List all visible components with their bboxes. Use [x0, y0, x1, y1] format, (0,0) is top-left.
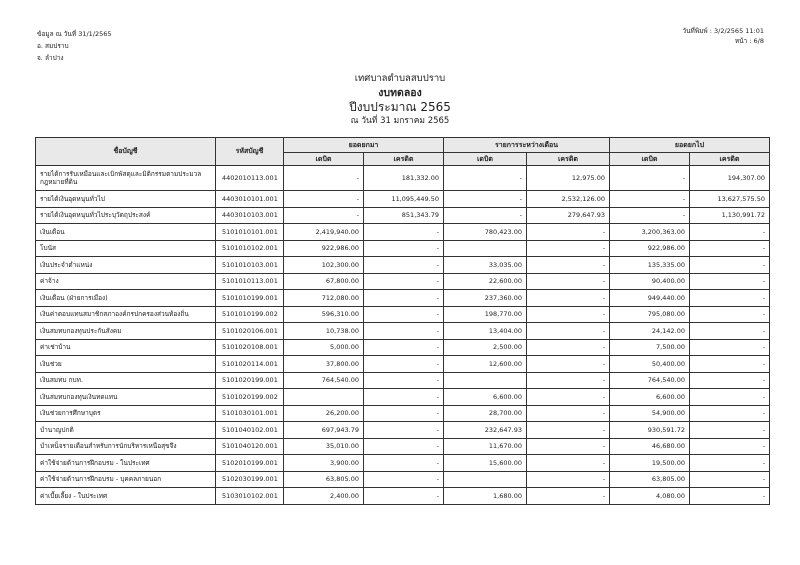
table-row — [36, 290, 770, 307]
month-credit-cell: - — [527, 323, 610, 340]
account-code-cell: 4403010101.001 — [216, 191, 284, 208]
month-credit-cell: - — [527, 257, 610, 274]
carry-debit-cell: 135,335.00 — [610, 257, 690, 274]
carry-debit-cell: - — [610, 166, 690, 191]
table-row — [36, 372, 770, 389]
col-carry-credit: เครดิต — [690, 153, 770, 166]
carry-credit-cell: - — [690, 257, 770, 274]
col-month-debit: เดบิต — [444, 153, 527, 166]
forward-debit-cell — [284, 389, 364, 406]
account-code-cell: 5101040120.001 — [216, 438, 284, 455]
table-row — [36, 224, 770, 241]
table-row — [36, 438, 770, 455]
account-name-cell: ค่าจ้าง — [36, 273, 216, 290]
forward-credit-cell: - — [364, 455, 444, 472]
account-name-cell: เงินประจำตำแหน่ง — [36, 257, 216, 274]
month-credit-cell: - — [527, 471, 610, 488]
account-name-cell: ค่าเช่าบ้าน — [36, 339, 216, 356]
forward-debit-cell: 26,200.00 — [284, 405, 364, 422]
col-forward-credit: เครดิต — [364, 153, 444, 166]
carry-credit-cell: 13,627,575.50 — [690, 191, 770, 208]
carry-debit-cell: 764,540.00 — [610, 372, 690, 389]
col-group-forward: ยอดยกมา — [284, 138, 444, 153]
carry-debit-cell: 54,900.00 — [610, 405, 690, 422]
table-row — [36, 191, 770, 208]
report-meta-right — [682, 26, 764, 46]
month-debit-cell: 2,500.00 — [444, 339, 527, 356]
table-body — [36, 166, 770, 505]
account-code-cell: 4402010113.001 — [216, 166, 284, 191]
carry-debit-cell: 50,400.00 — [610, 356, 690, 373]
carry-credit-cell: - — [690, 389, 770, 406]
account-code-cell: 5101020114.001 — [216, 356, 284, 373]
account-name-cell: บำเหน็จรายเดือนสำหรับการนักบริหารเหนือสุขจึง — [36, 438, 216, 455]
carry-debit-cell: 63,805.00 — [610, 471, 690, 488]
account-name-cell: เงินช่วย — [36, 356, 216, 373]
month-credit-cell: - — [527, 405, 610, 422]
account-name-cell: ค่าเบี้ยเลี้ยง - ในประเทศ — [36, 488, 216, 505]
carry-credit-cell: - — [690, 290, 770, 307]
month-credit-cell: - — [527, 438, 610, 455]
carry-debit-cell: 24,142.00 — [610, 323, 690, 340]
month-credit-cell: - — [527, 372, 610, 389]
account-name-cell: รายได้เงินอุดหนุนทั่วไป — [36, 191, 216, 208]
forward-credit-cell: 181,332.00 — [364, 166, 444, 191]
table-row — [36, 471, 770, 488]
carry-debit-cell: 922,986.00 — [610, 240, 690, 257]
month-debit-cell: - — [444, 207, 527, 224]
account-code-cell: 5103010102.001 — [216, 488, 284, 505]
forward-credit-cell: - — [364, 240, 444, 257]
month-credit-cell: - — [527, 422, 610, 439]
carry-debit-cell: 19,500.00 — [610, 455, 690, 472]
col-month-credit: เครดิต — [527, 153, 610, 166]
month-credit-cell: - — [527, 290, 610, 307]
carry-credit-cell: - — [690, 438, 770, 455]
report-meta-left — [37, 28, 112, 64]
forward-debit-cell: 697,943.79 — [284, 422, 364, 439]
month-debit-cell: 22,600.00 — [444, 273, 527, 290]
forward-debit-cell: 922,986.00 — [284, 240, 364, 257]
table-row — [36, 405, 770, 422]
report-title: งบทดลอง — [378, 87, 422, 99]
as-of-date: ณ วันที่ 31 มกราคม 2565 — [350, 116, 450, 126]
account-code-cell: 5101010199.001 — [216, 290, 284, 307]
month-credit-cell: - — [527, 488, 610, 505]
account-name-cell: เงินค่าตอบแทนสมาชิกสภาองค์กรปกครองส่วนท้องถิ่น — [36, 306, 216, 323]
account-code-cell: 4403010103.001 — [216, 207, 284, 224]
month-debit-cell: 780,423.00 — [444, 224, 527, 241]
month-debit-cell: 237,360.00 — [444, 290, 527, 307]
carry-credit-cell: - — [690, 372, 770, 389]
forward-credit-cell: - — [364, 471, 444, 488]
forward-debit-cell: 10,738.00 — [284, 323, 364, 340]
province: จ. ลำปาง — [37, 54, 64, 62]
carry-credit-cell: - — [690, 422, 770, 439]
account-name-cell: เงินสมทบกองทุนประกันสังคม — [36, 323, 216, 340]
account-name-cell: เงินเดือน — [36, 224, 216, 241]
forward-debit-cell: 5,000.00 — [284, 339, 364, 356]
data-as-of: ข้อมูล ณ วันที่ 31/1/2565 — [37, 30, 112, 38]
month-credit-cell: - — [527, 306, 610, 323]
col-carry-debit: เดบิต — [610, 153, 690, 166]
carry-debit-cell: 46,680.00 — [610, 438, 690, 455]
carry-debit-cell: - — [610, 207, 690, 224]
account-code-cell: 5101020106.001 — [216, 323, 284, 340]
month-debit-cell: 12,600.00 — [444, 356, 527, 373]
carry-debit-cell: 3,200,363.00 — [610, 224, 690, 241]
account-name-cell: ค่าใช้จ่ายด้านการฝึกอบรม - ในประเทศ — [36, 455, 216, 472]
account-code-cell: 5101020199.001 — [216, 372, 284, 389]
month-debit-cell: 15,600.00 — [444, 455, 527, 472]
carry-credit-cell: - — [690, 224, 770, 241]
forward-debit-cell: 67,800.00 — [284, 273, 364, 290]
month-credit-cell: 279,647.93 — [527, 207, 610, 224]
account-code-cell: 5102010199.001 — [216, 455, 284, 472]
carry-credit-cell: 1,130,991.72 — [690, 207, 770, 224]
carry-debit-cell: 949,440.00 — [610, 290, 690, 307]
fiscal-year: ปีงบประมาณ 2565 — [349, 100, 451, 114]
organization-name: เทศบาลตำบลสบปราบ — [354, 73, 446, 84]
month-credit-cell: - — [527, 240, 610, 257]
month-debit-cell: 28,700.00 — [444, 405, 527, 422]
forward-credit-cell: - — [364, 356, 444, 373]
district: อ. สมปราบ — [37, 42, 69, 50]
month-credit-cell: - — [527, 273, 610, 290]
carry-credit-cell: - — [690, 405, 770, 422]
forward-debit-cell: 712,080.00 — [284, 290, 364, 307]
month-debit-cell — [444, 471, 527, 488]
month-debit-cell: 13,404.00 — [444, 323, 527, 340]
month-credit-cell: - — [527, 339, 610, 356]
forward-credit-cell: - — [364, 290, 444, 307]
forward-credit-cell: - — [364, 323, 444, 340]
forward-credit-cell: - — [364, 306, 444, 323]
account-name-cell: รายได้เงินอุดหนุนทั่วไประบุวัตถุประสงค์ — [36, 207, 216, 224]
table-row — [36, 389, 770, 406]
account-code-cell: 5101010199.002 — [216, 306, 284, 323]
carry-credit-cell: - — [690, 356, 770, 373]
account-code-cell: 5101010113.001 — [216, 273, 284, 290]
account-code-cell: 5101010101.001 — [216, 224, 284, 241]
account-code-cell: 5101010103.001 — [216, 257, 284, 274]
forward-debit-cell: 596,310.00 — [284, 306, 364, 323]
forward-debit-cell: - — [284, 207, 364, 224]
month-debit-cell: - — [444, 191, 527, 208]
table-row — [36, 356, 770, 373]
table-row — [36, 306, 770, 323]
forward-credit-cell: - — [364, 224, 444, 241]
account-name-cell: เงินช่วยการศึกษาบุตร — [36, 405, 216, 422]
print-date: วันที่พิมพ์ : 3/2/2565 11:01 — [682, 27, 764, 35]
carry-debit-cell: 4,080.00 — [610, 488, 690, 505]
account-code-cell: 5101020199.002 — [216, 389, 284, 406]
col-group-carry: ยอดยกไป — [610, 138, 770, 153]
table-row — [36, 422, 770, 439]
forward-credit-cell: 851,343.79 — [364, 207, 444, 224]
carry-debit-cell: 7,500.00 — [610, 339, 690, 356]
table-row — [36, 339, 770, 356]
header-row-groups — [36, 138, 770, 153]
table-row — [36, 257, 770, 274]
table-row — [36, 488, 770, 505]
forward-debit-cell: - — [284, 166, 364, 191]
month-credit-cell: - — [527, 356, 610, 373]
carry-credit-cell: - — [690, 471, 770, 488]
table-row — [36, 323, 770, 340]
account-code-cell: 5101010102.001 — [216, 240, 284, 257]
table-row — [36, 166, 770, 191]
carry-debit-cell: 795,080.00 — [610, 306, 690, 323]
forward-credit-cell: - — [364, 372, 444, 389]
account-code-cell: 5101020108.001 — [216, 339, 284, 356]
month-debit-cell: 198,770.00 — [444, 306, 527, 323]
table-row — [36, 455, 770, 472]
carry-debit-cell: 6,600.00 — [610, 389, 690, 406]
trial-balance-table — [35, 137, 770, 505]
forward-credit-cell: - — [364, 389, 444, 406]
month-credit-cell: - — [527, 224, 610, 241]
forward-credit-cell: - — [364, 405, 444, 422]
table-row — [36, 273, 770, 290]
account-name-cell: โบนัส — [36, 240, 216, 257]
carry-credit-cell: - — [690, 488, 770, 505]
table-row — [36, 207, 770, 224]
month-debit-cell: 1,680.00 — [444, 488, 527, 505]
forward-debit-cell: 3,900.00 — [284, 455, 364, 472]
forward-debit-cell: 102,300.00 — [284, 257, 364, 274]
report-titles — [0, 72, 800, 128]
carry-credit-cell: - — [690, 273, 770, 290]
month-credit-cell: 12,975.00 — [527, 166, 610, 191]
account-name-cell: เงินเดือน (ฝ่ายการเมือง) — [36, 290, 216, 307]
carry-debit-cell: 930,591.72 — [610, 422, 690, 439]
month-debit-cell: 11,670.00 — [444, 438, 527, 455]
account-code-cell: 5102030199.001 — [216, 471, 284, 488]
col-group-month: รายการระหว่างเดือน — [444, 138, 610, 153]
month-debit-cell — [444, 240, 527, 257]
forward-credit-cell: - — [364, 438, 444, 455]
carry-credit-cell: - — [690, 323, 770, 340]
month-debit-cell — [444, 372, 527, 389]
page-number: หน้า : 6/8 — [734, 37, 764, 45]
carry-debit-cell: 90,400.00 — [610, 273, 690, 290]
forward-debit-cell: 63,805.00 — [284, 471, 364, 488]
month-debit-cell: 6,600.00 — [444, 389, 527, 406]
carry-credit-cell: 194,307.00 — [690, 166, 770, 191]
forward-credit-cell: - — [364, 339, 444, 356]
forward-credit-cell: - — [364, 422, 444, 439]
carry-credit-cell: - — [690, 455, 770, 472]
account-name-cell: บำนาญปกติ — [36, 422, 216, 439]
month-debit-cell: 33,035.00 — [444, 257, 527, 274]
forward-credit-cell: - — [364, 273, 444, 290]
forward-credit-cell: - — [364, 257, 444, 274]
forward-debit-cell: 764,540.00 — [284, 372, 364, 389]
month-debit-cell: - — [444, 166, 527, 191]
account-code-cell: 5101040102.001 — [216, 422, 284, 439]
col-account-code: รหัสบัญชี — [216, 138, 284, 166]
month-credit-cell: - — [527, 389, 610, 406]
account-name-cell: รายได้การรับเหมือนและเบิกพัสดุและมิติกรรมตามประมวลกฎหมายที่ดิน — [36, 166, 216, 191]
forward-debit-cell: 35,010.00 — [284, 438, 364, 455]
forward-debit-cell: 37,800.00 — [284, 356, 364, 373]
account-code-cell: 5101030101.001 — [216, 405, 284, 422]
account-name-cell: เงินสมทบ กบท. — [36, 372, 216, 389]
table-row — [36, 240, 770, 257]
col-forward-debit: เดบิต — [284, 153, 364, 166]
month-credit-cell: - — [527, 455, 610, 472]
forward-debit-cell: 2,419,940.00 — [284, 224, 364, 241]
carry-credit-cell: - — [690, 240, 770, 257]
account-name-cell: เงินสมทบกองทุนเงินทดแทน — [36, 389, 216, 406]
month-credit-cell: 2,532,126.00 — [527, 191, 610, 208]
forward-debit-cell: 2,400.00 — [284, 488, 364, 505]
month-debit-cell: 232,647.93 — [444, 422, 527, 439]
forward-credit-cell: 11,095,449.50 — [364, 191, 444, 208]
carry-debit-cell: - — [610, 191, 690, 208]
col-account-name: ชื่อบัญชี — [36, 138, 216, 166]
account-name-cell: ค่าใช้จ่ายด้านการฝึกอบรม - บุคคลภายนอก — [36, 471, 216, 488]
carry-credit-cell: - — [690, 306, 770, 323]
forward-debit-cell: - — [284, 191, 364, 208]
carry-credit-cell: - — [690, 339, 770, 356]
forward-credit-cell: - — [364, 488, 444, 505]
